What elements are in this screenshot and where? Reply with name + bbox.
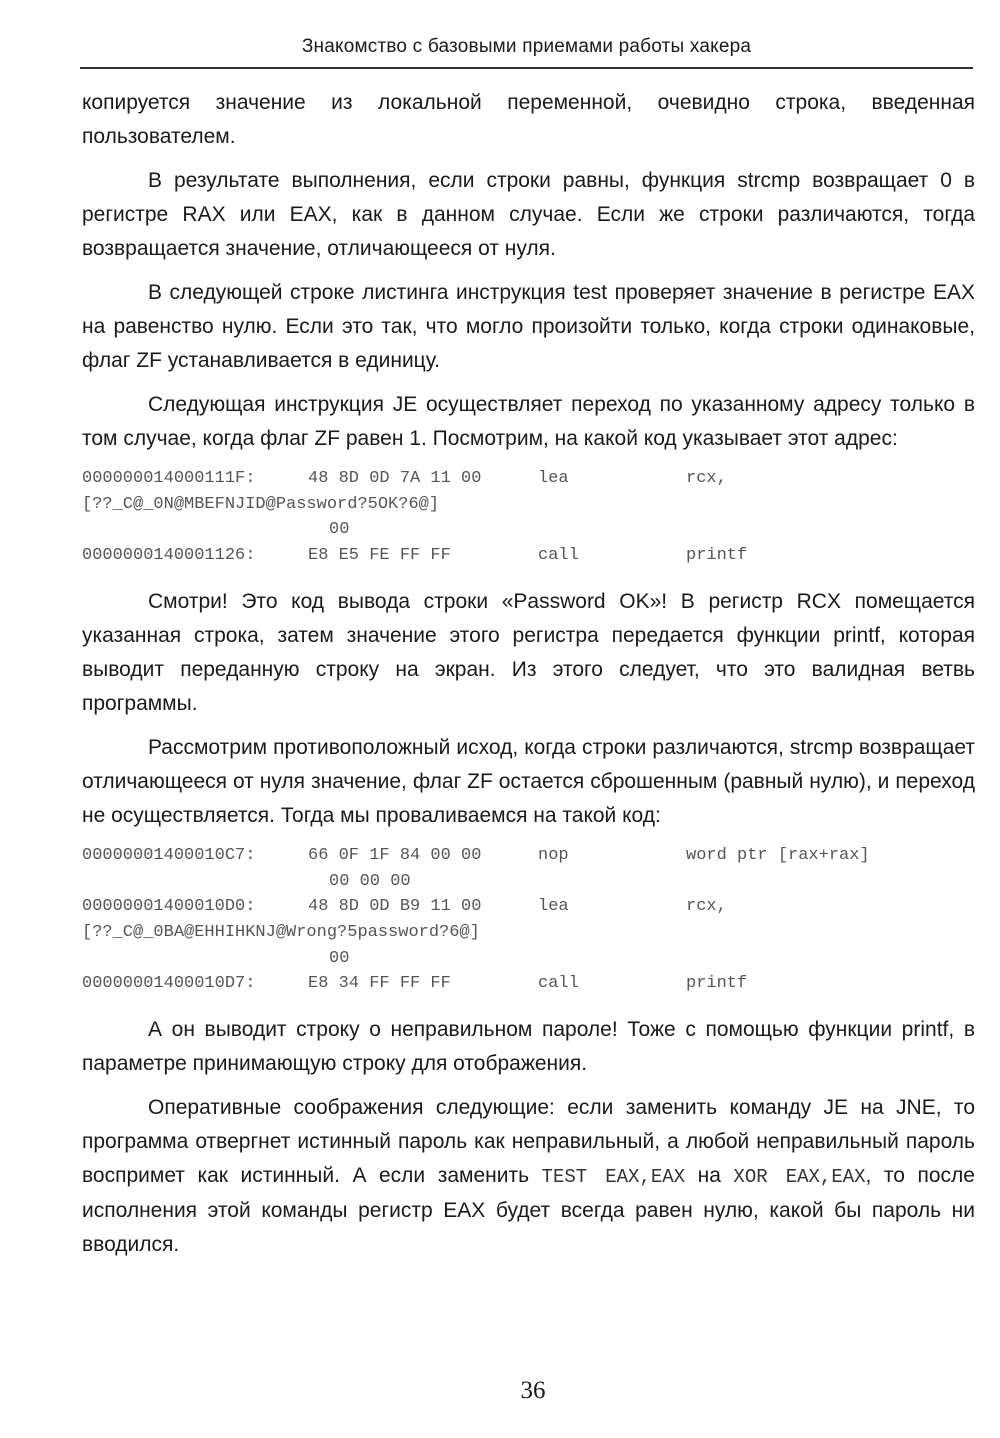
code-listing-password-ok [82, 466, 975, 569]
code-row [82, 971, 975, 997]
text-run: , то после исполнения этой команды регистр EAX будет всегда равен нулю, какой бы пароль ни вводился. [82, 1164, 975, 1257]
code-row [82, 543, 975, 569]
code-bytes: 48 8D 0D B9 11 00 [308, 897, 482, 917]
code-listing-wrong-password [82, 843, 975, 997]
code-operands: printf [686, 546, 748, 566]
code-bytes: 66 0F 1F 84 00 00 [308, 845, 482, 865]
paragraph: В следующей строке листинга инструкция test проверяет значение в регистре EAX на равенство нулю. Если это так, что могло произойти только, когда строки одинаковые, флаг ZF устанавливается в единицу. [82, 281, 975, 372]
page-number: 36 [520, 1377, 546, 1404]
code-bytes-continuation: 00 [329, 520, 350, 540]
inline-code: TEST EAX,EAX [541, 1166, 686, 1189]
code-address: 00000001400010D0: [82, 897, 256, 917]
code-operands: rcx, [686, 469, 727, 488]
code-operands: word ptr [rax+rax] [686, 845, 870, 865]
header-rule [80, 67, 973, 69]
paragraph: копируется значение из локальной переменной, очевидно строка, введенная пользователем. [82, 91, 975, 148]
text-run: на [685, 1164, 734, 1188]
paragraph: Следующая инструкция JE осуществляет переход по указанному адресу только в том случае, когда флаг ZF равен 1. Посмотрим, на какой код указывает этот адрес: [82, 393, 975, 450]
code-address: 00000001400010C7: [82, 845, 256, 865]
code-mnemonic: lea [538, 469, 569, 488]
paragraph: В результате выполнения, если строки равны, функция strcmp возвращает 0 в регистре RAX или EAX, как в данном случае. Если же строки различаются, тогда возвращается значение, отличающееся от нуля. [82, 169, 975, 260]
code-bytes: E8 34 FF FF FF [308, 974, 451, 994]
paragraph: Рассмотрим противоположный исход, когда строки различаются, strcmp возвращает отличающееся от нуля значение, флаг ZF остается сброшенным (равный нулю), и переход не осуществляется. Тогда мы проваливаемся на такой код: [82, 735, 975, 827]
code-operands: rcx, [686, 897, 727, 917]
code-mnemonic: call [538, 546, 579, 566]
code-operand-continuation: [??_C@_0BA@EHHIHKNJ@Wrong?5password?6@] [82, 922, 480, 942]
code-row [82, 894, 975, 920]
code-address: 0000000140001126: [82, 546, 256, 566]
inline-code: XOR EAX,EAX [733, 1166, 866, 1189]
page-body [82, 86, 975, 1272]
paragraph-final [82, 1091, 975, 1262]
code-bytes-continuation: 00 00 00 [329, 871, 411, 891]
code-operand-continuation: [??_C@_0N@MBEFNJID@Password?5OK?6@] [82, 494, 440, 514]
code-mnemonic: nop [538, 845, 569, 865]
paragraph: А он выводит строку о неправильном пароле! Тоже с помощью функции printf, в параметре принимающую строку для отображения. [82, 1018, 975, 1076]
code-row [82, 466, 975, 492]
text-run: Оперативные соображения следующие: если заменить команду JE на JNE, то программа отвергнет истинный пароль как неправильный, а любой неправильный пароль воспримет как истинный. А если заменить [82, 1096, 975, 1188]
paragraph: Смотри! Это код вывода строки «Password OK»! В регистр RCX помещается указанная строка, затем значение этого регистра передается функции printf, которая выводит переданную строку на экран. Из этого следует, что это валидная ветвь программы. [82, 589, 975, 715]
code-bytes-continuation: 00 [329, 948, 350, 968]
code-operands: printf [686, 974, 748, 994]
code-address: 00000001400010D7: [82, 974, 256, 994]
code-address: 000000014000111F: [82, 469, 256, 488]
code-row [82, 843, 975, 869]
running-header: Знакомство с базовыми приемами работы хакера [301, 36, 752, 57]
code-bytes: E8 E5 FE FF FF [308, 546, 451, 566]
code-mnemonic: call [538, 974, 579, 994]
code-mnemonic: lea [538, 897, 569, 917]
code-bytes: 48 8D 0D 7A 11 00 [308, 469, 482, 488]
